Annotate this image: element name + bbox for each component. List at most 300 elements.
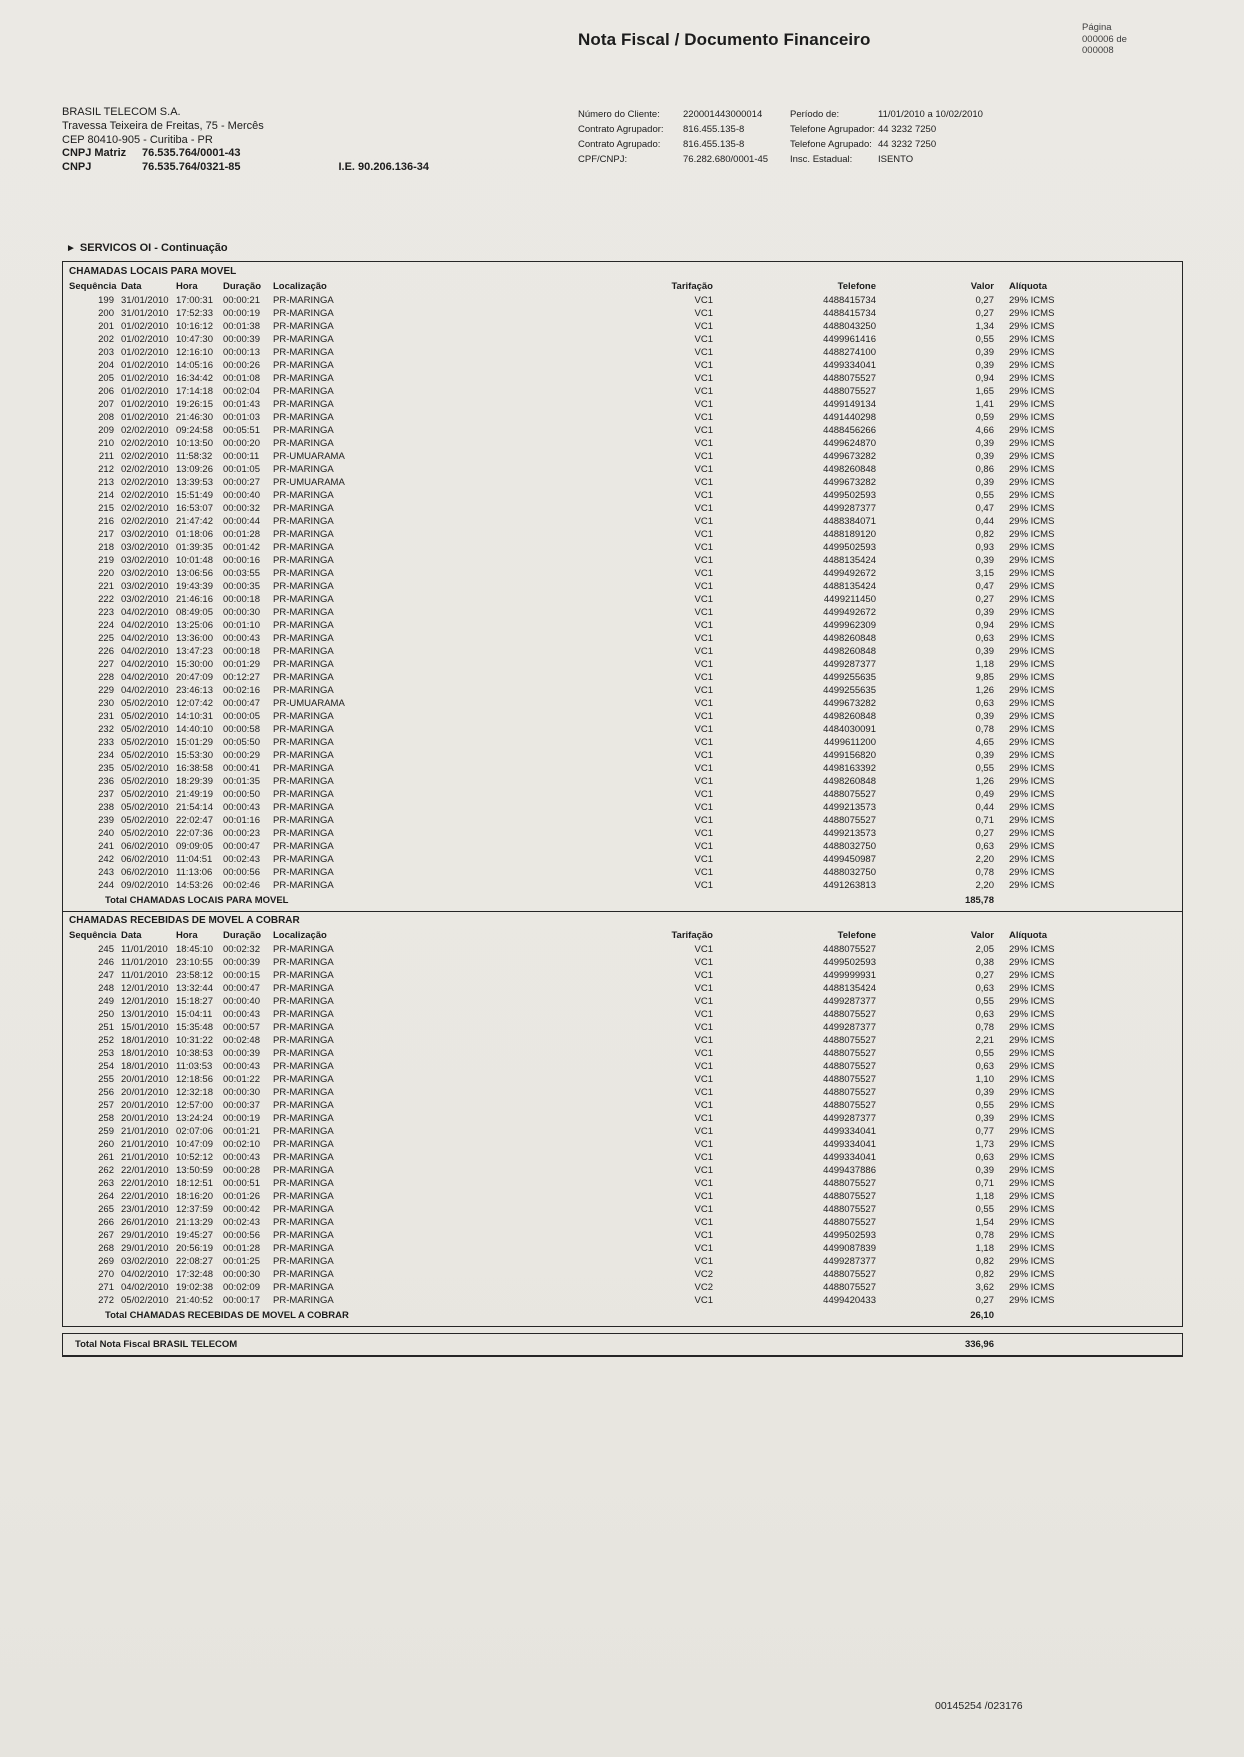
cell-sequencia: 207 <box>98 399 114 410</box>
cell-duracao: 00:03:55 <box>223 568 260 579</box>
cell-sequencia: 228 <box>98 672 114 683</box>
cell-hora: 10:31:22 <box>176 1035 213 1046</box>
cell-aliquota: 29% ICMS <box>1009 996 1055 1007</box>
cell-hora: 23:46:13 <box>176 685 213 696</box>
cell-valor: 1,54 <box>975 1217 994 1228</box>
cell-valor: 0,27 <box>975 828 994 839</box>
cell-duracao: 00:01:43 <box>223 399 260 410</box>
call-row <box>63 346 1182 359</box>
cell-valor: 0,63 <box>975 1009 994 1020</box>
cell-sequencia: 272 <box>98 1295 114 1306</box>
cell-duracao: 00:02:10 <box>223 1139 260 1150</box>
cell-localizacao: PR-MARINGA <box>273 490 334 501</box>
cell-sequencia: 267 <box>98 1230 114 1241</box>
cell-telefone: 4498260848 <box>823 776 876 787</box>
cell-duracao: 00:00:39 <box>223 1048 260 1059</box>
cell-tarifacao: VC1 <box>694 957 713 968</box>
cell-duracao: 00:02:48 <box>223 1035 260 1046</box>
cell-duracao: 00:12:27 <box>223 672 260 683</box>
cell-sequencia: 199 <box>98 295 114 306</box>
cell-data: 05/02/2010 <box>121 1295 169 1306</box>
col-aliquota: Alíquota <box>1009 281 1047 292</box>
cell-valor: 2,21 <box>975 1035 994 1046</box>
cell-data: 02/02/2010 <box>121 451 169 462</box>
cell-data: 11/01/2010 <box>121 944 168 955</box>
cell-localizacao: PR-MARINGA <box>273 1230 334 1241</box>
cell-hora: 13:47:23 <box>176 646 213 657</box>
cell-valor: 0,39 <box>975 711 994 722</box>
cell-hora: 13:24:24 <box>176 1113 213 1124</box>
cell-hora: 16:38:58 <box>176 763 213 774</box>
cell-valor: 0,63 <box>975 1061 994 1072</box>
cell-duracao: 00:01:26 <box>223 1191 260 1202</box>
cell-sequencia: 209 <box>98 425 114 436</box>
cell-hora: 21:47:42 <box>176 516 213 527</box>
calls-table-box <box>62 261 1183 1327</box>
col-tarifacao: Tarifação <box>671 930 713 941</box>
cell-sequencia: 234 <box>98 750 114 761</box>
cell-telefone: 4491263813 <box>823 880 876 891</box>
cell-localizacao: PR-MARINGA <box>273 581 334 592</box>
cell-tarifacao: VC1 <box>694 373 713 384</box>
cell-sequencia: 257 <box>98 1100 114 1111</box>
cell-sequencia: 266 <box>98 1217 114 1228</box>
cell-tarifacao: VC2 <box>694 1269 713 1280</box>
rows-chamadas-recebidas <box>63 943 1182 1307</box>
cell-duracao: 00:00:18 <box>223 594 260 605</box>
cell-tarifacao: VC1 <box>694 1087 713 1098</box>
cell-duracao: 00:00:43 <box>223 1009 260 1020</box>
cell-telefone: 4488075527 <box>823 1178 876 1189</box>
cell-telefone: 4488075527 <box>823 1035 876 1046</box>
cell-tarifacao: VC1 <box>694 763 713 774</box>
cell-data: 13/01/2010 <box>121 1009 169 1020</box>
cell-sequencia: 214 <box>98 490 114 501</box>
cell-aliquota: 29% ICMS <box>1009 555 1055 566</box>
cell-duracao: 00:00:39 <box>223 957 260 968</box>
cell-data: 05/02/2010 <box>121 737 169 748</box>
cell-hora: 12:57:00 <box>176 1100 213 1111</box>
cell-data: 02/02/2010 <box>121 477 169 488</box>
cell-aliquota: 29% ICMS <box>1009 854 1055 865</box>
cell-duracao: 00:00:20 <box>223 438 260 449</box>
cell-valor: 0,39 <box>975 1113 994 1124</box>
cell-duracao: 00:00:43 <box>223 1061 260 1072</box>
client-info-row <box>578 152 983 167</box>
call-row <box>63 853 1182 866</box>
cell-sequencia: 217 <box>98 529 114 540</box>
cell-duracao: 00:00:35 <box>223 581 260 592</box>
pagina-label: Página <box>1082 22 1112 33</box>
call-row <box>63 632 1182 645</box>
total-label: Total CHAMADAS RECEBIDAS DE MOVEL A COBRAR <box>105 1310 349 1321</box>
cell-hora: 19:45:27 <box>176 1230 213 1241</box>
cell-data: 20/01/2010 <box>121 1113 169 1124</box>
cell-aliquota: 29% ICMS <box>1009 970 1055 981</box>
total-row-locais <box>63 893 1182 908</box>
cell-valor: 0,94 <box>975 373 994 384</box>
cell-sequencia: 239 <box>98 815 114 826</box>
cell-localizacao: PR-MARINGA <box>273 672 334 683</box>
cell-aliquota: 29% ICMS <box>1009 815 1055 826</box>
cell-valor: 3,62 <box>975 1282 994 1293</box>
call-row <box>63 1294 1182 1307</box>
cell-duracao: 00:00:41 <box>223 763 260 774</box>
cell-tarifacao: VC1 <box>694 464 713 475</box>
cell-localizacao: PR-MARINGA <box>273 996 334 1007</box>
cell-sequencia: 213 <box>98 477 114 488</box>
cell-valor: 3,15 <box>975 568 994 579</box>
column-header-row <box>63 280 1182 294</box>
cell-valor: 1,26 <box>975 685 994 696</box>
cell-valor: 4,66 <box>975 425 994 436</box>
cell-valor: 0,39 <box>975 438 994 449</box>
cell-hora: 10:38:53 <box>176 1048 213 1059</box>
cell-sequencia: 216 <box>98 516 114 527</box>
cell-localizacao: PR-MARINGA <box>273 620 334 631</box>
cell-aliquota: 29% ICMS <box>1009 1035 1055 1046</box>
cell-aliquota: 29% ICMS <box>1009 425 1055 436</box>
cell-sequencia: 224 <box>98 620 114 631</box>
cell-telefone: 4499492672 <box>823 607 876 618</box>
cell-tarifacao: VC1 <box>694 1139 713 1150</box>
cell-telefone: 4488032750 <box>823 841 876 852</box>
cell-aliquota: 29% ICMS <box>1009 659 1055 670</box>
info-label-left: Contrato Agrupado: <box>578 139 661 150</box>
cell-tarifacao: VC1 <box>694 802 713 813</box>
call-row <box>63 372 1182 385</box>
cell-hora: 15:04:11 <box>176 1009 213 1020</box>
cnpj-line <box>62 161 429 175</box>
cell-telefone: 4499334041 <box>823 1126 876 1137</box>
cell-sequencia: 247 <box>98 970 114 981</box>
call-row <box>63 684 1182 697</box>
cell-aliquota: 29% ICMS <box>1009 633 1055 644</box>
cell-data: 01/02/2010 <box>121 321 169 332</box>
cell-tarifacao: VC1 <box>694 867 713 878</box>
cell-sequencia: 229 <box>98 685 114 696</box>
cell-data: 29/01/2010 <box>121 1230 169 1241</box>
cell-localizacao: PR-MARINGA <box>273 386 334 397</box>
cell-hora: 14:40:10 <box>176 724 213 735</box>
call-row <box>63 762 1182 775</box>
call-row <box>63 1190 1182 1203</box>
cell-aliquota: 29% ICMS <box>1009 295 1055 306</box>
cell-aliquota: 29% ICMS <box>1009 334 1055 345</box>
cell-valor: 0,39 <box>975 360 994 371</box>
cell-aliquota: 29% ICMS <box>1009 490 1055 501</box>
cell-hora: 11:03:53 <box>176 1061 213 1072</box>
cell-valor: 0,86 <box>975 464 994 475</box>
cell-telefone: 4499673282 <box>823 451 876 462</box>
cell-valor: 0,39 <box>975 750 994 761</box>
cell-localizacao: PR-MARINGA <box>273 763 334 774</box>
call-row <box>63 619 1182 632</box>
call-row <box>63 502 1182 515</box>
call-row <box>63 1268 1182 1281</box>
cell-data: 21/01/2010 <box>121 1139 169 1150</box>
cell-valor: 1,34 <box>975 321 994 332</box>
cell-valor: 0,27 <box>975 308 994 319</box>
call-row <box>63 424 1182 437</box>
cell-localizacao: PR-MARINGA <box>273 373 334 384</box>
cell-sequencia: 212 <box>98 464 114 475</box>
cell-valor: 1,26 <box>975 776 994 787</box>
cell-data: 05/02/2010 <box>121 802 169 813</box>
cell-localizacao: PR-MARINGA <box>273 944 334 955</box>
cell-duracao: 00:00:43 <box>223 802 260 813</box>
cell-aliquota: 29% ICMS <box>1009 542 1055 553</box>
call-row <box>63 645 1182 658</box>
cell-sequencia: 262 <box>98 1165 114 1176</box>
cell-hora: 21:46:16 <box>176 594 213 605</box>
call-row <box>63 1203 1182 1216</box>
cell-tarifacao: VC1 <box>694 555 713 566</box>
cell-hora: 11:13:06 <box>176 867 213 878</box>
cell-valor: 0,55 <box>975 1100 994 1111</box>
cell-localizacao: PR-MARINGA <box>273 1035 334 1046</box>
cell-tarifacao: VC1 <box>694 308 713 319</box>
cell-tarifacao: VC1 <box>694 633 713 644</box>
cell-data: 20/01/2010 <box>121 1100 169 1111</box>
total-value: 26,10 <box>970 1310 994 1321</box>
cell-tarifacao: VC1 <box>694 490 713 501</box>
cell-valor: 1,18 <box>975 1243 994 1254</box>
cell-duracao: 00:00:30 <box>223 1269 260 1280</box>
cell-sequencia: 250 <box>98 1009 114 1020</box>
grand-total-aliquota-empty <box>994 1337 1176 1352</box>
cell-duracao: 00:02:32 <box>223 944 260 955</box>
cell-telefone: 4499437886 <box>823 1165 876 1176</box>
cell-data: 01/02/2010 <box>121 373 169 384</box>
cell-telefone: 4488075527 <box>823 1048 876 1059</box>
cell-telefone: 4488384071 <box>823 516 876 527</box>
cell-data: 22/01/2010 <box>121 1165 169 1176</box>
cell-hora: 13:39:53 <box>176 477 213 488</box>
cell-telefone: 4499999931 <box>823 970 876 981</box>
cell-aliquota: 29% ICMS <box>1009 1217 1055 1228</box>
cell-tarifacao: VC1 <box>694 659 713 670</box>
cell-localizacao: PR-MARINGA <box>273 737 334 748</box>
cell-sequencia: 261 <box>98 1152 114 1163</box>
call-row <box>63 1086 1182 1099</box>
col-telefone: Telefone <box>837 930 876 941</box>
cell-sequencia: 263 <box>98 1178 114 1189</box>
cell-aliquota: 29% ICMS <box>1009 698 1055 709</box>
cell-data: 21/01/2010 <box>121 1152 169 1163</box>
cell-localizacao: PR-MARINGA <box>273 1100 334 1111</box>
cell-hora: 15:01:29 <box>176 737 213 748</box>
cell-valor: 2,05 <box>975 944 994 955</box>
call-row <box>63 1255 1182 1268</box>
cell-localizacao: PR-MARINGA <box>273 841 334 852</box>
cell-localizacao: PR-MARINGA <box>273 1191 334 1202</box>
cell-data: 23/01/2010 <box>121 1204 169 1215</box>
cell-telefone: 4488075527 <box>823 1217 876 1228</box>
cell-sequencia: 205 <box>98 373 114 384</box>
cell-data: 04/02/2010 <box>121 620 169 631</box>
cell-duracao: 00:01:21 <box>223 1126 260 1137</box>
cell-hora: 10:47:30 <box>176 334 213 345</box>
cell-tarifacao: VC1 <box>694 711 713 722</box>
cell-data: 05/02/2010 <box>121 815 169 826</box>
cell-sequencia: 268 <box>98 1243 114 1254</box>
cell-localizacao: PR-MARINGA <box>273 308 334 319</box>
cell-hora: 17:00:31 <box>176 295 213 306</box>
cell-data: 06/02/2010 <box>121 854 169 865</box>
cell-data: 04/02/2010 <box>121 1282 169 1293</box>
cell-aliquota: 29% ICMS <box>1009 802 1055 813</box>
cell-valor: 0,82 <box>975 1256 994 1267</box>
cell-data: 02/02/2010 <box>121 464 169 475</box>
cell-aliquota: 29% ICMS <box>1009 321 1055 332</box>
cell-aliquota: 29% ICMS <box>1009 1022 1055 1033</box>
total-value: 185,78 <box>964 895 994 906</box>
cell-localizacao: PR-UMUARAMA <box>273 451 345 462</box>
grand-total-label: Total Nota Fiscal BRASIL TELECOM <box>75 1339 238 1350</box>
cell-tarifacao: VC1 <box>694 750 713 761</box>
call-row <box>63 320 1182 333</box>
cell-telefone: 4499213573 <box>823 828 876 839</box>
cell-hora: 13:32:44 <box>176 983 213 994</box>
cell-telefone: 4499255635 <box>823 672 876 683</box>
cell-telefone: 4499255635 <box>823 685 876 696</box>
cell-tarifacao: VC1 <box>694 594 713 605</box>
cell-tarifacao: VC1 <box>694 1217 713 1228</box>
cell-sequencia: 204 <box>98 360 114 371</box>
cell-data: 05/02/2010 <box>121 724 169 735</box>
cell-tarifacao: VC1 <box>694 724 713 735</box>
cell-aliquota: 29% ICMS <box>1009 750 1055 761</box>
cell-localizacao: PR-MARINGA <box>273 1178 334 1189</box>
cell-tarifacao: VC1 <box>694 685 713 696</box>
cell-duracao: 00:01:29 <box>223 659 260 670</box>
cell-aliquota: 29% ICMS <box>1009 983 1055 994</box>
cell-valor: 4,65 <box>975 737 994 748</box>
cell-hora: 15:51:49 <box>176 490 213 501</box>
info-label-right: Telefone Agrupador: <box>790 124 876 135</box>
cell-aliquota: 29% ICMS <box>1009 373 1055 384</box>
cell-duracao: 00:00:50 <box>223 789 260 800</box>
cell-tarifacao: VC1 <box>694 944 713 955</box>
cell-localizacao: PR-MARINGA <box>273 789 334 800</box>
call-row <box>63 1164 1182 1177</box>
cell-aliquota: 29% ICMS <box>1009 763 1055 774</box>
cell-sequencia: 249 <box>98 996 114 1007</box>
cell-sequencia: 220 <box>98 568 114 579</box>
cell-hora: 22:08:27 <box>176 1256 213 1267</box>
cell-hora: 14:10:31 <box>176 711 213 722</box>
cell-tarifacao: VC1 <box>694 542 713 553</box>
cell-localizacao: PR-MARINGA <box>273 594 334 605</box>
call-row <box>63 528 1182 541</box>
cell-localizacao: PR-MARINGA <box>273 646 334 657</box>
cell-hora: 19:43:39 <box>176 581 213 592</box>
cell-localizacao: PR-MARINGA <box>273 1269 334 1280</box>
cell-sequencia: 251 <box>98 1022 114 1033</box>
cell-valor: 0,27 <box>975 594 994 605</box>
cell-valor: 0,49 <box>975 789 994 800</box>
cell-sequencia: 208 <box>98 412 114 423</box>
cell-localizacao: PR-MARINGA <box>273 555 334 566</box>
cell-hora: 01:18:06 <box>176 529 213 540</box>
cell-data: 20/01/2010 <box>121 1074 169 1085</box>
cell-tarifacao: VC1 <box>694 386 713 397</box>
cell-telefone: 4488135424 <box>823 555 876 566</box>
cell-aliquota: 29% ICMS <box>1009 412 1055 423</box>
cell-telefone: 4488075527 <box>823 1269 876 1280</box>
col-hora: Hora <box>176 281 198 292</box>
cell-valor: 0,39 <box>975 451 994 462</box>
cell-localizacao: PR-MARINGA <box>273 399 334 410</box>
cell-tarifacao: VC1 <box>694 841 713 852</box>
cell-aliquota: 29% ICMS <box>1009 957 1055 968</box>
cell-tarifacao: VC1 <box>694 698 713 709</box>
cell-telefone: 4498260848 <box>823 633 876 644</box>
cell-valor: 0,55 <box>975 996 994 1007</box>
cell-hora: 15:18:27 <box>176 996 213 1007</box>
cell-data: 04/02/2010 <box>121 685 169 696</box>
cell-aliquota: 29% ICMS <box>1009 1295 1055 1306</box>
cell-duracao: 00:00:57 <box>223 1022 260 1033</box>
table-title: CHAMADAS RECEBIDAS DE MOVEL A COBRAR <box>69 915 300 926</box>
cell-duracao: 00:00:56 <box>223 1230 260 1241</box>
cell-valor: 0,82 <box>975 1269 994 1280</box>
cell-tarifacao: VC1 <box>694 503 713 514</box>
cell-data: 22/01/2010 <box>121 1178 169 1189</box>
cell-sequencia: 255 <box>98 1074 114 1085</box>
call-row <box>63 710 1182 723</box>
cell-valor: 1,18 <box>975 659 994 670</box>
call-row <box>63 827 1182 840</box>
cell-valor: 0,47 <box>975 503 994 514</box>
cnpj-label: CNPJ <box>62 161 92 174</box>
cell-data: 03/02/2010 <box>121 555 169 566</box>
cell-localizacao: PR-MARINGA <box>273 1256 334 1267</box>
cell-data: 04/02/2010 <box>121 607 169 618</box>
cell-tarifacao: VC1 <box>694 477 713 488</box>
cell-valor: 0,71 <box>975 815 994 826</box>
cell-duracao: 00:00:16 <box>223 555 260 566</box>
cell-telefone: 4488075527 <box>823 1100 876 1111</box>
cell-hora: 11:58:32 <box>176 451 213 462</box>
cell-duracao: 00:00:26 <box>223 360 260 371</box>
cell-tarifacao: VC1 <box>694 568 713 579</box>
cell-duracao: 00:00:47 <box>223 841 260 852</box>
cell-localizacao: PR-MARINGA <box>273 295 334 306</box>
cell-tarifacao: VC1 <box>694 1295 713 1306</box>
cell-valor: 9,85 <box>975 672 994 683</box>
cell-sequencia: 254 <box>98 1061 114 1072</box>
cell-tarifacao: VC1 <box>694 438 713 449</box>
pagina-current: 000006 de <box>1082 33 1127 45</box>
cell-tarifacao: VC1 <box>694 581 713 592</box>
cell-telefone: 4499673282 <box>823 698 876 709</box>
cell-data: 20/01/2010 <box>121 1087 169 1098</box>
cell-localizacao: PR-MARINGA <box>273 815 334 826</box>
cnpj-value: 76.535.764/0321-85 <box>142 161 241 174</box>
cell-localizacao: PR-MARINGA <box>273 750 334 761</box>
cell-valor: 0,59 <box>975 412 994 423</box>
cell-aliquota: 29% ICMS <box>1009 438 1055 449</box>
cell-hora: 21:13:29 <box>176 1217 213 1228</box>
total-aliquota-empty <box>994 1308 1176 1323</box>
cell-valor: 2,20 <box>975 880 994 891</box>
cell-tarifacao: VC1 <box>694 1126 713 1137</box>
table-chamadas-recebidas <box>63 911 1182 1323</box>
cell-tarifacao: VC1 <box>694 646 713 657</box>
cell-valor: 0,63 <box>975 633 994 644</box>
